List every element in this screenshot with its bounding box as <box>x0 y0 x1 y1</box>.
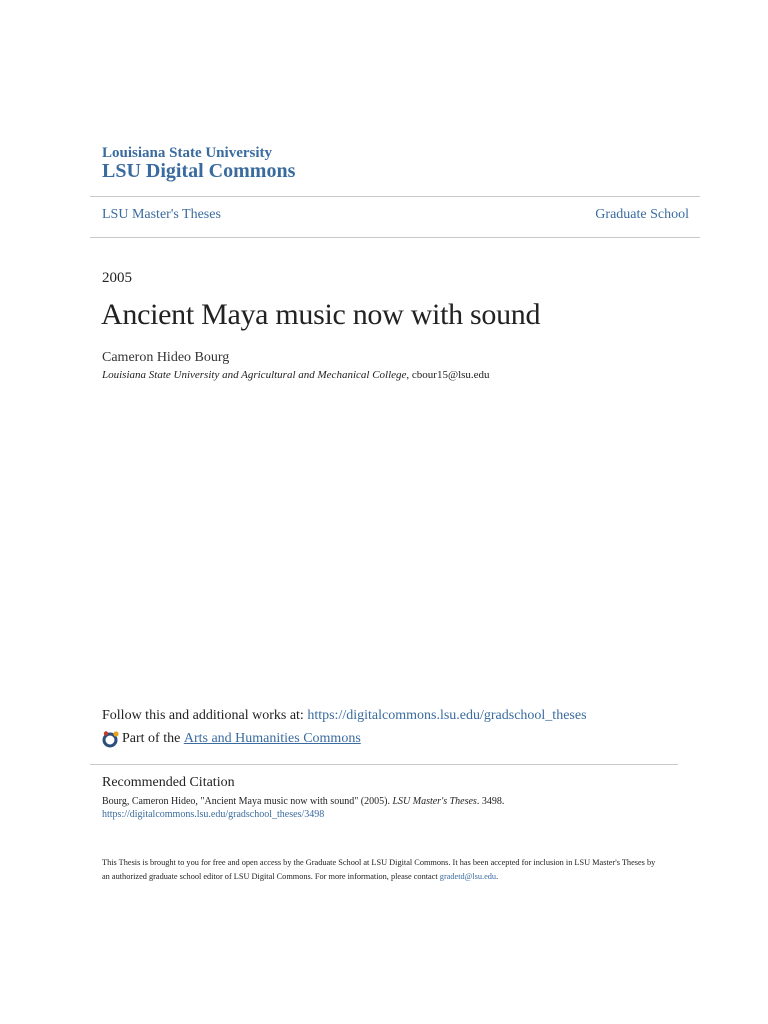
author-email: cbour15@lsu.edu <box>411 369 490 381</box>
repository-name[interactable]: LSU Digital Commons <box>102 160 296 182</box>
divider-citation <box>90 764 678 765</box>
citation-heading: Recommended Citation <box>102 775 235 790</box>
affiliation-institution: Louisiana State University and Agricultural and Mechanical College <box>102 369 407 381</box>
series-link[interactable]: LSU Master's Theses <box>102 207 221 222</box>
graduate-school-link[interactable]: Graduate School <box>595 207 689 222</box>
footer-end: . <box>496 872 499 881</box>
divider-bottom <box>90 237 700 238</box>
author-affiliation <box>102 369 490 381</box>
footer-notice <box>102 856 662 884</box>
arts-humanities-link[interactable]: Arts and Humanities Commons <box>183 731 361 746</box>
institution-name: Louisiana State University <box>102 145 273 161</box>
citation-url-link[interactable]: https://digitalcommons.lsu.edu/gradschool_theses/3498 <box>102 809 325 820</box>
citation-text-pre: Bourg, Cameron Hideo, "Ancient Maya music now with sound" (2005). <box>102 796 390 807</box>
thesis-title: Ancient Maya music now with sound <box>101 298 541 331</box>
follow-line <box>102 708 587 724</box>
partof-prefix: Part of the <box>122 731 181 746</box>
network-commons-icon <box>102 730 120 748</box>
citation-series: LSU Master's Theses <box>392 796 477 807</box>
citation-text <box>102 796 504 807</box>
affiliation-separator: , <box>406 369 410 381</box>
follow-url-link[interactable]: https://digitalcommons.lsu.edu/gradschool_theses <box>307 708 587 723</box>
publication-year: 2005 <box>102 270 132 286</box>
follow-prefix: Follow this and additional works at: <box>102 708 304 723</box>
part-of-line <box>102 730 361 748</box>
footer-text: This Thesis is brought to you for free and open access by the Graduate School at LSU Digital Commons. It has been accepted for inclusion in LSU Master's Theses by an authorized graduate school editor of LSU Digital Commons. For more information, please contact <box>102 858 656 881</box>
divider-top <box>90 196 700 197</box>
citation-text-post: . 3498. <box>476 796 505 807</box>
author-name: Cameron Hideo Bourg <box>102 350 230 365</box>
contact-email-link[interactable]: gradetd@lsu.edu <box>439 872 497 881</box>
